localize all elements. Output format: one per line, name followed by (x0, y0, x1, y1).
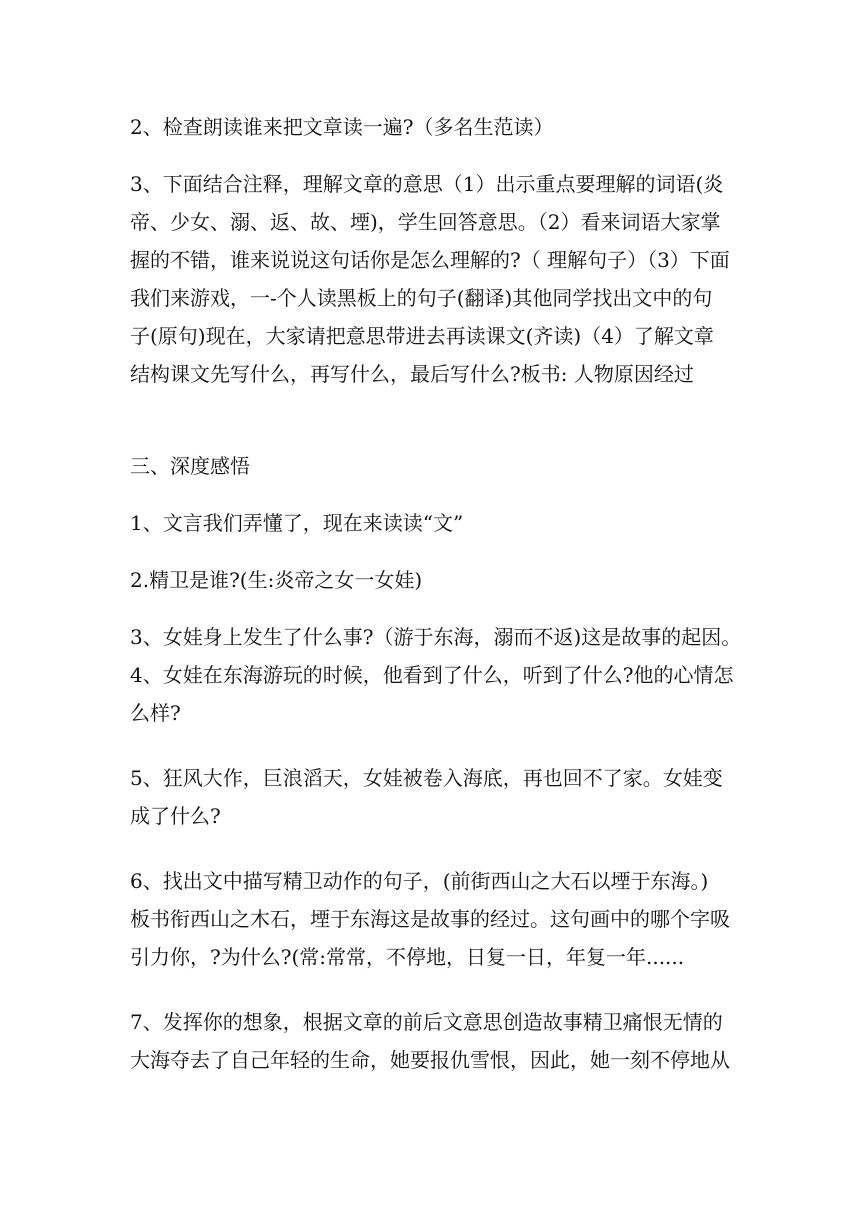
text-line: 2.精卫是谁?(生:炎帝之女一女娃) (130, 568, 423, 592)
text-line: 么样? (130, 701, 181, 725)
text-line: 引力你，?为什么?(常:常常，不停地，日复一日，年复一年...... (130, 945, 685, 969)
text-line: 3、女娃身上发生了什么事?（游于东海，溺而不返)这是故事的起因。 (130, 625, 742, 649)
text-line: 握的不错，谁来说说这句话你是怎么理解的?（ 理解句子）（3）下面 (130, 248, 730, 272)
paragraph-understand-meaning (130, 165, 740, 393)
paragraph-storm (130, 759, 740, 835)
text-line: 大海夺去了自己年轻的生命，她要报仇雪恨，因此，她一刻不停地从 (130, 1048, 730, 1072)
text-line: 5、狂风大作，巨浪滔天，女娃被卷入海底，再也回不了家。女娃变 (130, 766, 723, 790)
text-line: 子(原句)现在，大家请把意思带进去再读课文(齐读)（4）了解文章 (130, 324, 714, 348)
text-line: 3、下面结合注释，理解文章的意思（1）出示重点要理解的词语(炎 (130, 172, 724, 196)
paragraph-imagination (130, 1003, 740, 1079)
text-line: 帝、少女、溺、返、故、堙)，学生回答意思。（2）看来词语大家掌 (130, 210, 721, 234)
text-line: 我们来游戏，一-个人读黑板上的句子(翻译)其他同学找出文中的句 (130, 286, 713, 310)
text-line: 6、找出文中描写精卫动作的句子，(前街西山之大石以堙于东海。) (130, 869, 709, 893)
paragraph-check-reading (130, 108, 740, 146)
text-line: 1、文言我们弄懂了，现在来读读“文” (130, 511, 464, 535)
text-line: 三、深度感悟 (130, 454, 250, 478)
paragraph-jingwei-actions (130, 862, 740, 976)
paragraph-what-happened (130, 618, 740, 732)
text-line: 成了什么? (130, 804, 221, 828)
paragraph-read-text (130, 504, 740, 542)
text-line: 结构课文先写什么，再写什么，最后写什么?板书: 人物原因经过 (130, 362, 694, 386)
text-line: 板书衔西山之木石，堙于东海这是故事的经过。这句画中的哪个字吸 (130, 907, 730, 931)
text-line: 4、女娃在东海游玩的时候，他看到了什么，听到了什么?他的心情怎 (130, 663, 734, 687)
text-line: 2、检查朗读谁来把文章读一遍?（多名生范读） (130, 115, 554, 139)
section-heading (130, 447, 740, 485)
text-line: 7、发挥你的想象，根据文章的前后文意思创造故事精卫痛恨无情的 (130, 1010, 723, 1034)
paragraph-who-is-jingwei (130, 561, 740, 599)
